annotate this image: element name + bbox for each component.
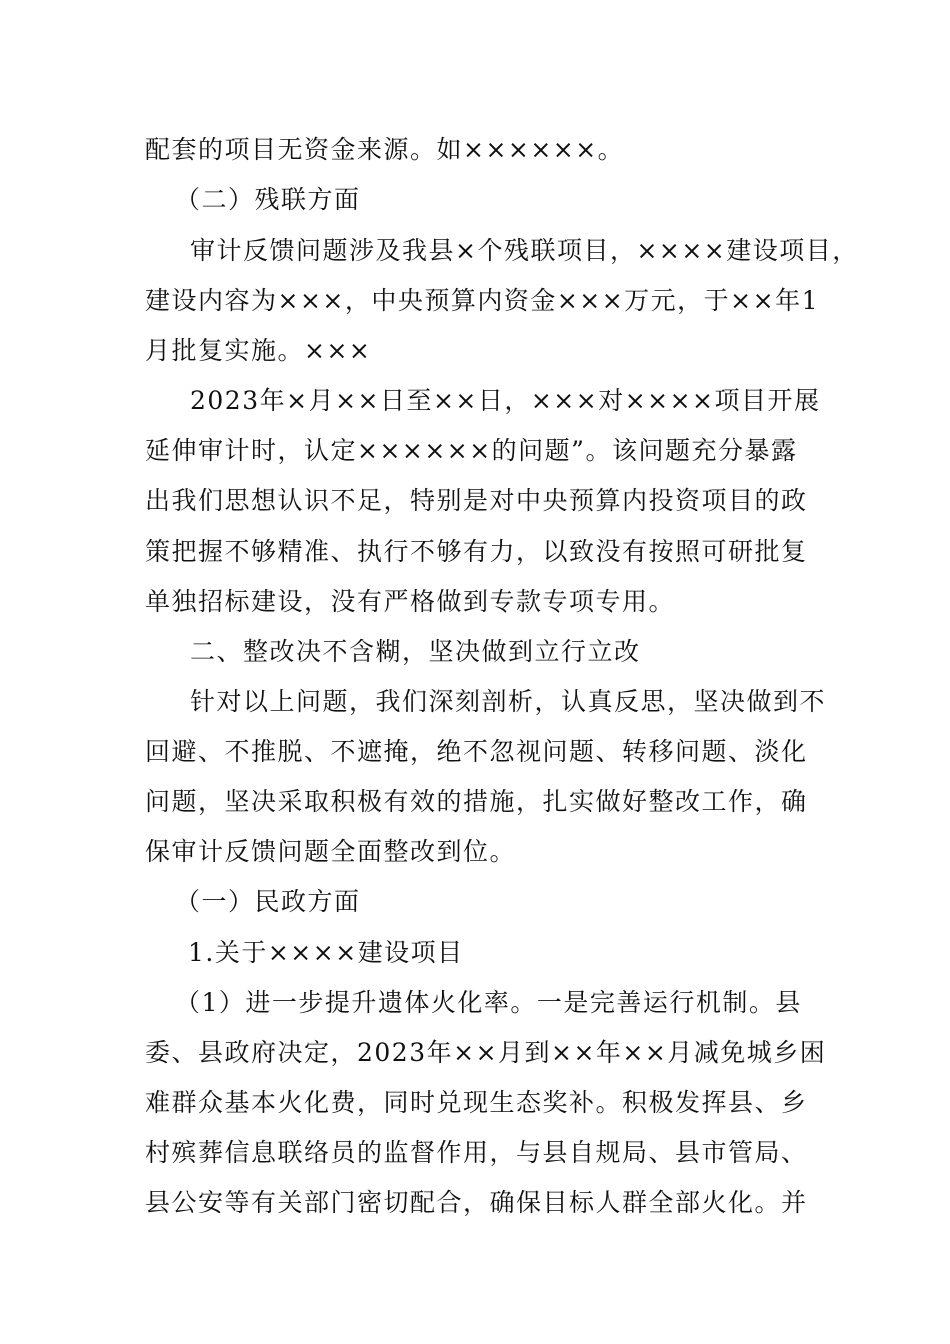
text-line: 村殡葬信息联络员的监督作用，与县自规局、县市管局、 xyxy=(145,1138,808,1167)
text-line: （1）进一步提升遗体火化率。一是完善运行机制。县 xyxy=(175,988,802,1017)
text-line: 审计反馈问题涉及我县×个残联项目，××××建设项目， xyxy=(190,236,859,265)
section-heading: （二）残联方面 xyxy=(175,185,361,214)
text-line: 县公安等有关部门密切配合，确保目标人群全部火化。并 xyxy=(145,1188,808,1217)
text-line: 难群众基本火化费，同时兑现生态奖补。积极发挥县、乡 xyxy=(145,1088,808,1117)
text-line: 策把握不够精准、执行不够有力，以致没有按照可研批复 xyxy=(145,537,808,566)
subsection-heading: 1.关于××××建设项目 xyxy=(188,938,464,967)
section-heading: （一）民政方面 xyxy=(175,887,361,916)
text-line: 保审计反馈问题全面整改到位。 xyxy=(145,837,517,866)
text-line: 问题，坚决采取积极有效的措施，扎实做好整改工作，确 xyxy=(145,787,808,816)
text-line: 回避、不推脱、不遮掩，绝不忽视问题、转移问题、淡化 xyxy=(145,737,808,766)
text-line: 配套的项目无资金来源。如××××××。 xyxy=(145,135,625,164)
text-line: 针对以上问题，我们深刻剖析，认真反思，坚决做到不 xyxy=(190,687,827,716)
section-heading: 二、整改决不含糊，坚决做到立行立改 xyxy=(190,637,641,666)
text-line: 月批复实施。××× xyxy=(145,336,372,365)
text-line: 委、县政府决定，2023年××月到××年××月减免城乡困 xyxy=(145,1038,827,1067)
text-line: 2023年×月××日至××日，×××对××××项目开展 xyxy=(190,386,821,415)
text-line: 延伸审计时，认定××××××的问题”。该问题充分暴露 xyxy=(145,436,798,465)
text-line: 单独招标建设，没有严格做到专款专项专用。 xyxy=(145,587,676,616)
text-line: 出我们思想认识不足，特别是对中央预算内投资项目的政 xyxy=(145,486,808,515)
text-line: 建设内容为×××，中央预算内资金×××万元，于××年1 xyxy=(145,286,819,315)
